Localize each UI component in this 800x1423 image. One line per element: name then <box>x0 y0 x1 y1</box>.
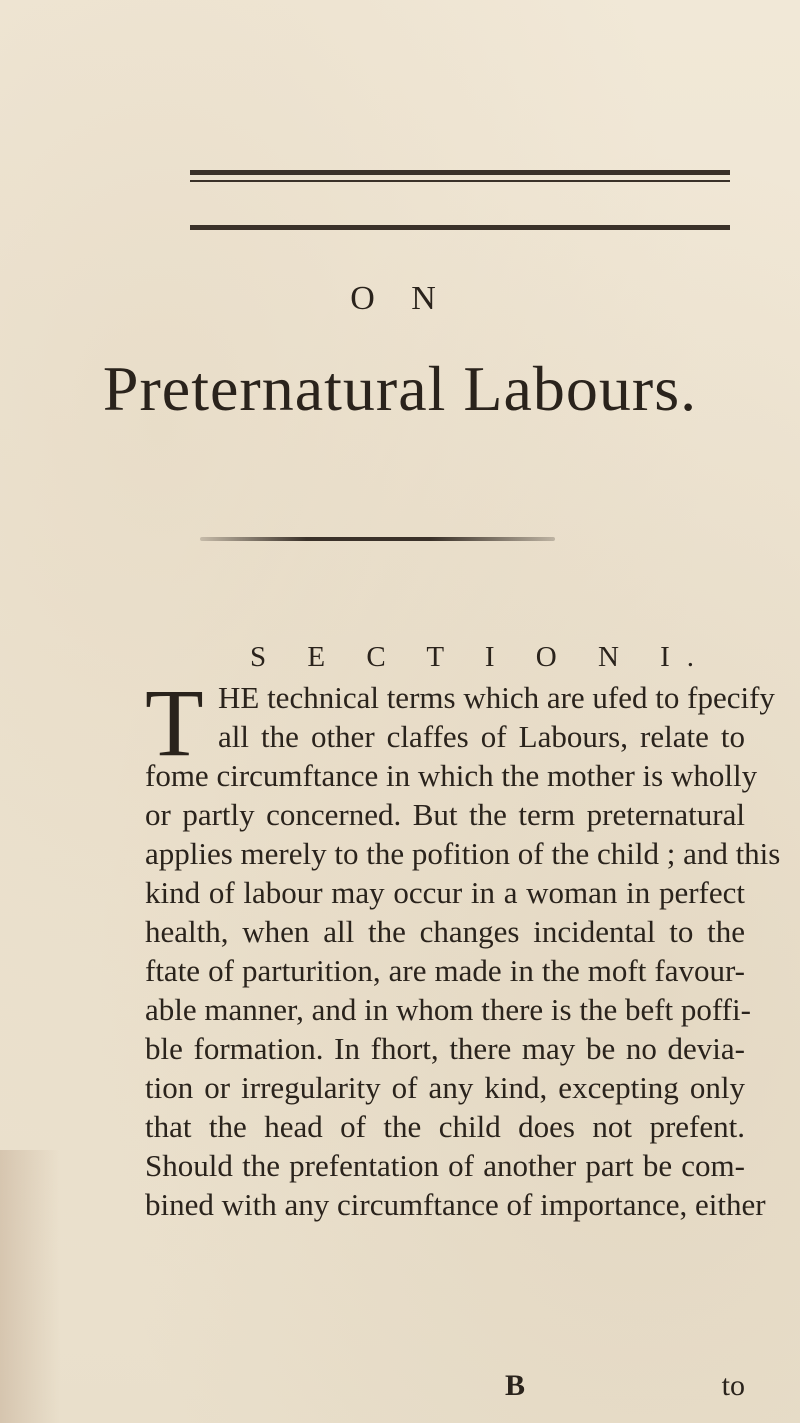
body-text <box>145 669 781 1224</box>
page-edge-shadow <box>0 1150 60 1423</box>
text-line-11: tion or irregularity of any kind, excepting only <box>145 1070 745 1105</box>
section-heading: S E C T I O N I. <box>250 641 712 673</box>
text-line-10: ble formation. In fhort, there may be no devia- <box>145 1031 745 1066</box>
text-line-8: ftate of parturition, are made in the moft favour- <box>145 953 745 988</box>
ornament-rule <box>200 537 555 541</box>
signature-mark: B <box>505 1369 526 1402</box>
text-line-9: able manner, and in whom there is the beft poffi- <box>145 992 751 1027</box>
page-title: Preternatural Labours. <box>102 353 698 424</box>
heading-on: O N <box>350 280 450 317</box>
text-line-12: that the head of the child does not prefent. <box>145 1109 745 1144</box>
text-line-4: or partly concerned. But the term preternatural <box>145 797 745 832</box>
text-line-5: applies merely to the pofition of the child ; and this <box>145 836 781 871</box>
text-line-7: health, when all the changes incidental to the <box>145 914 745 949</box>
second-rule <box>190 225 730 230</box>
top-rule-thin <box>190 180 730 182</box>
text-line-3: fome circumftance in which the mother is wholly <box>145 758 758 793</box>
text-line-2: all the other claffes of Labours, relate to <box>218 719 745 754</box>
drop-cap: T <box>145 669 204 776</box>
text-line-13: Should the prefentation of another part be com- <box>145 1148 745 1183</box>
catchword: to <box>721 1369 745 1402</box>
text-line-1: HE technical terms which are ufed to fpecify <box>218 680 775 715</box>
text-line-6: kind of labour may occur in a woman in perfect <box>145 875 745 910</box>
top-rule-thick <box>190 170 730 175</box>
text-line-14: bined with any circumftance of importance, either <box>145 1187 766 1222</box>
